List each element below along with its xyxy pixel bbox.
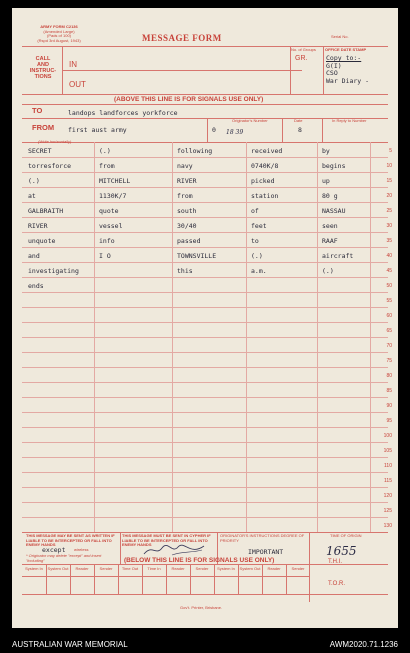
form-title: MESSAGE FORM [142,33,222,43]
from-value: first aust army [68,126,127,134]
date-value: 8 [298,126,302,134]
thi-label: T.H.I. [328,559,343,565]
message-cell: from [99,162,115,170]
message-cell: (.) [322,267,334,275]
signals-column-label: Reader [267,566,281,571]
line-number: 70 [386,343,392,349]
line-number: 75 [386,358,392,364]
message-cell: (.) [251,252,263,260]
signals-column-label: System In [25,566,43,571]
message-cell: quote [99,207,119,215]
message-cell: RIVER [28,222,48,230]
message-cell: of [251,207,259,215]
message-cell: following [177,147,213,155]
line-number: 5 [389,148,392,154]
message-cell: by [322,147,330,155]
priority-value: IMPORTANT [248,548,284,556]
signature-icon [142,542,206,558]
line-number: 120 [383,493,392,499]
except-text: except [42,546,66,554]
line-number: 105 [383,448,392,454]
serial-no-label: Serial No. [331,34,349,39]
out-label: OUT [69,80,86,89]
message-cell: 1130K/7 [99,192,127,200]
line-number: 115 [384,478,392,484]
originators-number-label: Originator's Number [232,118,268,123]
signals-column-label: Time Out [121,566,139,571]
message-cell: MITCHELL [99,177,131,185]
line-number: 125 [383,508,392,514]
gr-label: GR. [295,55,308,62]
call-instructions-label: CALL AND INSTRUC-TIONS [29,56,57,80]
message-cell: feet [251,222,267,230]
message-cell: I O [99,252,111,260]
to-value: landops landforces yorkforce [68,109,178,117]
signals-column-label: Sender [291,566,305,571]
message-cell: received [251,147,283,155]
message-cell: a.m. [251,267,267,275]
message-cell: info [99,237,115,245]
message-cell: this [177,267,193,275]
in-label: IN [69,60,77,69]
message-cell: up [322,177,330,185]
signals-column-label: Sender [99,566,113,571]
date-label: Date [294,118,303,123]
message-cell: (.) [28,177,40,185]
signals-use-top: (ABOVE THIS LINE IS FOR SIGNALS USE ONLY) [114,96,264,103]
message-cell: from [177,192,193,200]
message-cell: begins [322,162,346,170]
line-number: 45 [386,268,392,274]
message-cell: seen [322,222,338,230]
message-cell: passed [177,237,201,245]
originators-number-hand: 18 39 [226,129,244,136]
message-form-paper [12,8,398,628]
line-number: 110 [384,463,392,469]
message-cell: south [177,207,197,215]
line-number: 85 [386,388,392,394]
line-number: 10 [386,163,392,169]
message-cell: 0740K/8 [251,162,279,170]
line-number: 20 [386,193,392,199]
message-cell: NASSAU [322,207,346,215]
message-cell: 80 g [322,192,338,200]
signals-column-label: Reader [75,566,89,571]
office-date-stamp-label: OFFICE DATE STAMP [325,47,367,52]
message-cell: aircraft [322,252,354,260]
message-cell: picked [251,177,275,185]
signals-column-label: System Out [239,566,261,571]
message-cell: ends [28,282,44,290]
write-horizontally-label: (Write horizontally) [38,139,72,144]
army-form-label: ARMY FORM C2136 (Amended Large) (Pads of 100) (Rspd 3rd August, 1943) [37,24,81,43]
message-cell: SECRET [28,147,52,155]
signals-column-label: Time In [147,566,161,571]
line-number: 40 [386,253,392,259]
wireless-label: wireless [74,547,89,552]
signals-column-label: System Out [47,566,69,571]
line-number: 25 [386,208,392,214]
message-cell: station [251,192,279,200]
line-number: 60 [386,313,392,319]
in-cypher-label: THIS MESSAGE MUST BE SENT IN CYPHER IF LIABLE TO BE INTERCEPTED OR FALL INTO ENEMY HANDS [122,533,211,547]
line-number: 15 [386,178,392,184]
message-cell: GALBRAITH [28,207,64,215]
line-number: 90 [386,403,392,409]
from-label: FROM [32,123,55,132]
line-number: 35 [386,238,392,244]
message-cell: and [28,252,40,260]
signals-column-label: Reader [171,566,185,571]
message-cell: investigating [28,267,79,275]
line-number: 95 [386,418,392,424]
signals-column-label: Sender [195,566,209,571]
line-number: 130 [383,523,392,529]
caption-left: AUSTRALIAN WAR MEMORIAL [12,640,128,649]
as-written-label: THIS MESSAGE MAY BE SENT AS WRITTEN IF LIABLE TO BE INTERCEPTED OR FALL INTO ENEMY HANDS [26,533,115,547]
time-of-origin-value: 1655 [326,544,357,558]
time-of-origin-label: TIME OF ORIGIN [330,533,362,538]
message-cell: RIVER [177,177,197,185]
line-number: 50 [386,283,392,289]
message-cell: torresforce [28,162,72,170]
signals-column-label: System In [217,566,235,571]
originators-instructions-label: ORIGINATOR'S INSTRUCTIONS DEGREE OF PRIORITY [220,533,305,543]
originator-delete-note: * Originator may delete "except" and insert "including" [26,553,102,563]
caption-right: AWM2020.71.1236 [329,640,398,649]
message-cell: TOWNSVILLE [177,252,217,260]
tor-label: T.O.R. [328,581,346,587]
caption-bar [12,634,398,653]
message-cell: 30/40 [177,222,197,230]
printer-label: Gov't. Printer, Brisbane. [180,605,223,610]
in-reply-label: In Reply to Number [332,118,367,123]
no-of-groups-label: No. of Groups [291,47,316,52]
message-cell: to [251,237,259,245]
to-label: TO [32,106,43,115]
message-cell: RAAF [322,237,338,245]
line-number: 100 [383,433,392,439]
message-cell: navy [177,162,193,170]
line-number: 30 [386,223,392,229]
line-number: 55 [386,298,392,304]
originators-number-value: 0 [212,126,216,134]
signals-use-bottom: (BELOW THIS LINE IS FOR SIGNALS USE ONLY) [124,557,275,564]
message-cell: unquote [28,237,56,245]
message-cell: at [28,192,36,200]
message-cell: (.) [99,147,111,155]
message-cell: vessel [99,222,123,230]
distribution-stamp: Copy to:- G(I) CSO War Diary - [326,54,370,85]
line-number: 65 [386,328,392,334]
line-number: 80 [386,373,392,379]
